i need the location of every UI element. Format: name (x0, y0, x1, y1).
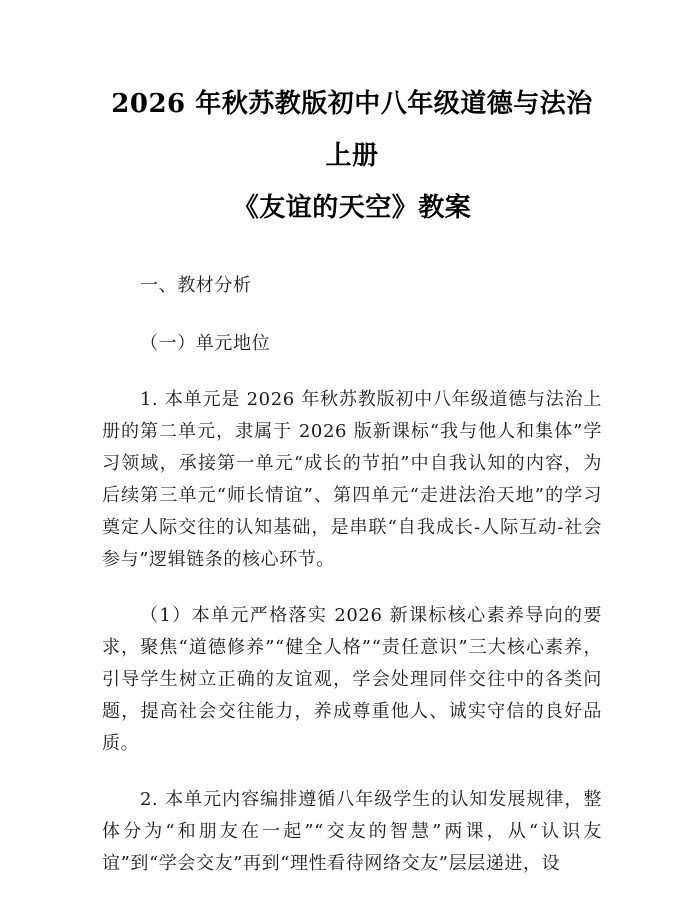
section-heading: 一、教材分析 (140, 275, 252, 296)
body-paragraph-3: 2. 本单元内容编排遵循八年级学生的认知发展规律，整体分为“和朋友在一起”“交友的智慧”两课，从“认识友谊”到“学会交友”再到“理性看待网络交友”层层递进，设 (102, 789, 602, 874)
body-paragraph-2: （1）本单元严格落实 2026 新课标核心素养导向的要求，聚焦“道德修养”“健全人格”“责任意识”三大核心素养，引导学生树立正确的友谊观，学会处理同伴交往中的各类问题，提高社会交往能力，养成尊重他人、诚实守信的良好品质。 (102, 605, 602, 754)
document-title-line-2: 《友谊的天空》教案 (232, 193, 472, 223)
subsection-heading: （一）单元地位 (140, 333, 271, 354)
document-title-line-1: 2026 年秋苏教版初中八年级道德与法治上册 (111, 89, 593, 171)
body-paragraph-1: 1. 本单元是 2026 年秋苏教版初中八年级道德与法治上册的第二单元，隶属于 2026 版新课标“我与他人和集体”学习领域，承接第一单元“成长的节拍”中自我认知的内容，为后续第三单元“师长情谊”、第四单元“走进法治天地”的学习奠定人际交往的认知基础，是串联“自我成长-人际互动-社会参与”逻辑链条的核心环节。 (102, 389, 602, 570)
